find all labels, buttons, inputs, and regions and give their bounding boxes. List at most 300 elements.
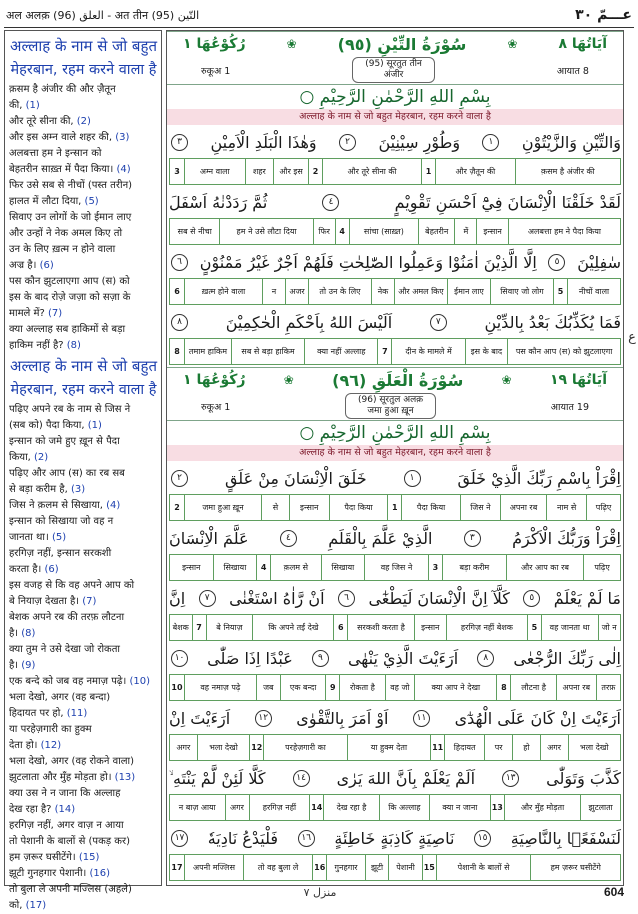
surah-name-arabic: سُوْرَةُ الْعَلَقِ (٩٦) bbox=[332, 370, 464, 390]
word-meaning-grid bbox=[169, 494, 621, 521]
ayah-end-marker: ١٧ bbox=[171, 830, 188, 847]
ayah-end-marker: ٥ bbox=[523, 590, 540, 607]
translation-line: और इस अम्न वाले शहर की, (3) bbox=[9, 132, 130, 143]
translation-line: की, (1) bbox=[9, 100, 40, 111]
verse-number: (8) bbox=[66, 340, 81, 351]
word-meaning-cell: हरगिज़ नहीं बेशक bbox=[446, 615, 527, 640]
word-meaning-cell: इन्सान bbox=[476, 219, 507, 244]
arabic-verse-text: اَنْ رَّاٰهُ اسْتَغْنٰى bbox=[229, 589, 325, 608]
word-meaning-cell: जमा हुआ ख़ून bbox=[184, 495, 261, 520]
verse-number: (14) bbox=[54, 804, 76, 815]
translation-line: हाकिम नहीं है? (8) bbox=[9, 340, 81, 351]
translation-line: सिवाए उन लोगों के जो ईमान लाए bbox=[9, 212, 132, 223]
translation-line: पस कौन झुटलाएगा आप (स) को bbox=[9, 276, 130, 287]
surah-info-row bbox=[167, 56, 623, 84]
arabic-line bbox=[169, 583, 621, 614]
flower-ornament-icon bbox=[287, 36, 297, 52]
word-meaning-cell: रोकता है bbox=[339, 675, 384, 700]
word-meaning-cell: बेशक bbox=[172, 622, 189, 632]
translation-line: हिदायत पर हो, (11) bbox=[9, 708, 88, 719]
verse-row bbox=[167, 703, 623, 763]
translation-line: इन्सान को जमे हुए ख़ून से पैदा bbox=[9, 436, 120, 447]
translation-line: किया, (2) bbox=[9, 452, 49, 463]
arabic-verse-text: اَرَءَيْتَ اِنْ كَانَ عَلَى الْهُدٰٓى bbox=[454, 709, 621, 728]
word-meaning-cell: हिदायत bbox=[444, 735, 484, 760]
arabic-line bbox=[169, 703, 621, 734]
arabic-verse-text: اِقْرَاْ بِاسْمِ رَبِّكَ الَّذِيْ خَلَقَ bbox=[457, 469, 621, 488]
word-meaning-cell: अपना रब bbox=[556, 675, 596, 700]
verse-number-cell: 3 bbox=[174, 166, 180, 176]
word-meaning-cell: परहेज़गारी का bbox=[263, 735, 346, 760]
verse-number-cell: 1 bbox=[387, 495, 401, 520]
manzil-label: منزل ٧ bbox=[303, 886, 337, 899]
verse-number-cell: 6 bbox=[333, 615, 347, 640]
word-meaning-cell: अलबत्ता हम ने पैदा किया bbox=[508, 219, 620, 244]
arabic-line bbox=[169, 763, 621, 794]
page-number: 604 bbox=[603, 885, 624, 899]
basmala-translation: अल्लाह के नाम से जो बहुत मेहरबान, रहम करने वाला है bbox=[167, 109, 623, 125]
ayah-end-marker: ٧ bbox=[199, 590, 216, 607]
verse-row bbox=[167, 307, 623, 367]
ayah-end-marker: ١٠ bbox=[171, 650, 188, 667]
word-meaning-cell: गुनहगार bbox=[326, 855, 365, 880]
arabic-verse-text: سٰفِلِيْنَ bbox=[577, 253, 621, 272]
word-meaning-cell: जब bbox=[256, 675, 280, 700]
translation-line: हम ज़रूर घसीटेंगे। (15) bbox=[9, 852, 100, 863]
arabic-verse-text: اَلَمْ يَعْلَمْ بِاَنَّ اللهَ يَرٰى bbox=[336, 769, 476, 788]
translation-line: बेहतरीन साख़्त में पैदा किया। (4) bbox=[9, 164, 131, 175]
translation-line: है। (8) bbox=[9, 628, 36, 639]
ayah-end-marker: ٧ bbox=[430, 314, 447, 331]
ayah-end-marker: ٤ bbox=[280, 530, 297, 547]
header-rule bbox=[4, 27, 634, 28]
arabic-line bbox=[169, 187, 621, 218]
word-meaning-grid bbox=[169, 554, 621, 581]
arabic-line bbox=[169, 247, 621, 278]
word-meaning-cell: क्या नहीं अल्लाह bbox=[304, 339, 377, 364]
ayah-end-marker: ٤ bbox=[322, 194, 339, 211]
word-meaning-cell: नीचों वाला bbox=[567, 279, 620, 304]
word-meaning-cell: इस के बाद bbox=[465, 339, 508, 364]
verse-number-cell: 3 bbox=[428, 555, 442, 580]
word-meaning-cell: दीन के मामले में bbox=[391, 339, 464, 364]
translation-line: या परहेज़गारी का हुक्म bbox=[9, 724, 92, 735]
verse-number-cell: 15 bbox=[422, 855, 436, 880]
translation-line: और उन्हों ने नेक अमल किए तो bbox=[9, 228, 123, 239]
word-meaning-grid bbox=[169, 674, 621, 701]
arabic-verse-text: اِنَّ bbox=[169, 589, 186, 608]
word-meaning-cell: ख़त्म होने वाला bbox=[184, 279, 262, 304]
word-meaning-grid bbox=[169, 278, 621, 305]
translation-line: उन के लिए ख़त्म न होने वाला bbox=[9, 244, 116, 255]
verse-number: (7) bbox=[47, 308, 63, 319]
arabic-verse-text: وَهٰذَا الْبَلَدِ الْاَمِيْنِ bbox=[210, 133, 317, 152]
ayah-end-marker: ١١ bbox=[413, 710, 430, 727]
arabic-verse-text: وَطُوْرِ سِيْنِيْنَ bbox=[378, 133, 461, 152]
word-meaning-cell: बे नियाज़ bbox=[206, 615, 253, 640]
word-meaning-cell: और इस bbox=[273, 159, 308, 184]
word-meaning-cell: अगर bbox=[176, 742, 191, 752]
arabic-verse-text: عَبْدًا اِذَا صَلّٰى bbox=[207, 649, 293, 668]
verse-number-cell: 2 bbox=[174, 502, 180, 512]
translation-basmala-line: मेहरबान, रहम करने वाला है bbox=[10, 62, 157, 78]
ayah-end-marker: ٢ bbox=[339, 134, 356, 151]
ayah-end-marker: ٨ bbox=[171, 314, 188, 331]
ayah-end-marker: ٨ bbox=[477, 650, 494, 667]
translation-line: इस वजह से कि वह अपने आप को bbox=[9, 580, 135, 591]
verse-number: (10) bbox=[129, 676, 151, 687]
word-meaning-cell: फिर bbox=[313, 219, 335, 244]
translation-line: क्या उस ने न जाना कि अल्लाह bbox=[9, 788, 121, 799]
verse-number-cell: 8 bbox=[174, 346, 180, 356]
word-meaning-cell: या हुक्म देता bbox=[347, 735, 430, 760]
verse-number: (2) bbox=[34, 452, 49, 463]
verse-number-cell: 6 bbox=[174, 286, 180, 296]
verse-number: (1) bbox=[25, 100, 40, 111]
translation-line: एक बन्दे को जब वह नमाज़ पढ़े। (10) bbox=[9, 676, 151, 687]
surah-header bbox=[167, 31, 623, 85]
surah-title-row bbox=[167, 32, 623, 56]
surah-name-box bbox=[352, 57, 435, 83]
word-meaning-cell: सिखाया bbox=[213, 555, 257, 580]
ruku-marker: ع bbox=[628, 330, 636, 345]
word-meaning-cell: अजर bbox=[285, 279, 308, 304]
word-meaning-cell: देख रहा है bbox=[323, 795, 379, 820]
word-meaning-cell: पैदा किया bbox=[401, 495, 460, 520]
verse-row bbox=[167, 463, 623, 523]
arabic-line bbox=[169, 823, 621, 854]
translation-line: बेशक अपने रब की तरफ़ लौटना bbox=[9, 612, 125, 623]
word-meaning-cell: और आप का रब bbox=[506, 555, 583, 580]
verse-number-cell: 5 bbox=[553, 279, 567, 304]
word-meaning-grid bbox=[169, 614, 621, 641]
basmala-arabic: بِسْمِ اللهِ الرَّحْمٰنِ الرَّحِيْمِ ○ bbox=[299, 423, 491, 443]
surah-header bbox=[167, 367, 623, 421]
ayah-end-marker: ١ bbox=[404, 470, 421, 487]
verse-number: (8) bbox=[21, 628, 36, 639]
arabic-line bbox=[169, 523, 621, 554]
translation-line: और तूरे सीना की, (2) bbox=[9, 116, 91, 127]
word-meaning-grid bbox=[169, 158, 621, 185]
word-meaning-grid bbox=[169, 218, 621, 245]
word-meaning-cell: से bbox=[261, 495, 289, 520]
verse-row bbox=[167, 127, 623, 187]
verse-row bbox=[167, 187, 623, 247]
translation-line: क्या तुम ने उसे देखा जो रोकता bbox=[9, 644, 121, 655]
verse-number-cell: 8 bbox=[496, 675, 510, 700]
word-meaning-cell: वह जानता था bbox=[541, 615, 598, 640]
translation-line: को, (17) bbox=[9, 900, 47, 911]
translation-line: अज्र है। (6) bbox=[9, 260, 54, 271]
word-meaning-cell: और तूरे सीना की bbox=[322, 159, 421, 184]
word-meaning-cell: वह नमाज़ पढ़े bbox=[184, 675, 256, 700]
ruku-count-arabic: رُكُوْعُهَا ١ bbox=[183, 36, 246, 52]
verse-number: (6) bbox=[44, 564, 59, 575]
page-header bbox=[6, 5, 632, 25]
translation-line: भला देखो, अगर (वह बन्दा) bbox=[9, 692, 111, 703]
arabic-verse-text: كَلَّا لَئِنْ لَّمْ يَنْتَهِ ۙ bbox=[169, 768, 266, 788]
ayah-end-marker: ٩ bbox=[312, 650, 329, 667]
verse-number: (4) bbox=[106, 500, 121, 511]
word-meaning-cell: पर bbox=[484, 735, 512, 760]
translation-line: पढ़िए अपने रब के नाम से जिस ने bbox=[9, 404, 131, 415]
word-meaning-grid bbox=[169, 338, 621, 365]
verse-number-cell: 4 bbox=[256, 555, 270, 580]
verse-number: (16) bbox=[89, 868, 111, 879]
verse-row bbox=[167, 247, 623, 307]
arabic-verse-text: اِلٰى رَبِّكَ الرُّجْعٰى bbox=[513, 649, 621, 668]
word-meaning-cell: सब से बड़ा हाकिम bbox=[231, 339, 304, 364]
word-meaning-cell: क़सम है अंजीर की bbox=[515, 159, 620, 184]
verse-number-cell: 7 bbox=[192, 615, 206, 640]
surah-name-meaning: अंजीर bbox=[383, 70, 404, 80]
word-meaning-cell: में bbox=[454, 219, 476, 244]
ayah-end-marker: ١٣ bbox=[502, 770, 519, 787]
word-meaning-cell: हो bbox=[512, 735, 540, 760]
word-meaning-cell: ईमान लाए bbox=[447, 279, 490, 304]
para-title: عـــمّ ٣٠ bbox=[575, 7, 632, 23]
translation-column bbox=[4, 30, 162, 911]
arabic-verse-text: اِقْرَاْ وَرَبُّكَ الْاَكْرَمُ bbox=[512, 529, 621, 548]
translation-basmala-line: अल्लाह के नाम से जो बहुत bbox=[9, 37, 158, 55]
word-meaning-cell: और ज़ैतून की bbox=[435, 159, 515, 184]
verse-number: (5) bbox=[51, 532, 67, 543]
translation-line: करता है। (6) bbox=[9, 564, 59, 575]
word-meaning-grid bbox=[169, 854, 621, 881]
verse-number: (11) bbox=[66, 708, 88, 719]
translation-line: मामले में? (7) bbox=[9, 308, 63, 319]
word-meaning-cell: इन्सान bbox=[289, 495, 329, 520]
word-meaning-cell: भला देखो bbox=[197, 735, 250, 760]
word-meaning-cell: बड़ा करीम bbox=[442, 555, 506, 580]
word-meaning-grid bbox=[169, 734, 621, 761]
ayat-count-label: आयात 8 bbox=[556, 65, 589, 77]
verse-number: (6) bbox=[39, 260, 54, 271]
verse-number: (9) bbox=[21, 660, 36, 671]
arabic-verse-text: لَقَدْ خَلَقْنَا الْاِنْسَانَ فِيْٓ اَحْسَنِ تَقْوِيْمٍ bbox=[394, 193, 621, 212]
translation-line: है। (9) bbox=[9, 660, 36, 671]
word-meaning-cell: शहर bbox=[245, 159, 274, 184]
translation-basmala-line: मेहरबान, रहम करने वाला है bbox=[10, 382, 157, 398]
flower-ornament-icon bbox=[507, 36, 517, 52]
verse-number: (2) bbox=[76, 116, 91, 127]
translation-line: हरगिज़ नहीं, अगर वाज़ न आया bbox=[9, 820, 124, 831]
translation-line: जिस ने क़लम से सिखाया, (4) bbox=[9, 500, 121, 511]
word-meaning-cell: अगर bbox=[540, 735, 568, 760]
ayat-count-arabic: آيَاتُهَا ١٩ bbox=[549, 372, 607, 388]
ayah-end-marker: ٣ bbox=[464, 530, 481, 547]
ayat-count-arabic: آيَاتُهَا ٨ bbox=[558, 36, 607, 52]
verse-number: (4) bbox=[116, 164, 131, 175]
arabic-line bbox=[169, 463, 621, 494]
word-meaning-cell: कि अल्लाह bbox=[379, 795, 429, 820]
word-meaning-cell: पस कौन आप (स) को झुटलाएगा bbox=[507, 339, 620, 364]
arabic-verse-text: لَنَسْفَعًۢا بِالنَّاصِيَةِ bbox=[510, 829, 621, 848]
word-meaning-cell: अगर bbox=[225, 795, 249, 820]
verse-number-cell: 10 bbox=[171, 682, 183, 692]
verse-number: (1) bbox=[87, 420, 102, 431]
arabic-verse-text: فَلْيَدْعُ نَادِيَهٗ bbox=[207, 829, 279, 848]
surah-name-meaning: जमा हुआ ख़ून bbox=[367, 406, 414, 416]
word-meaning-grid bbox=[169, 794, 621, 821]
arabic-verse-text: كَلَّآ اِنَّ الْاِنْسَانَ لَيَطْغٰٓى bbox=[368, 589, 510, 608]
word-meaning-cell: वह जिस ने bbox=[364, 555, 428, 580]
translation-line: अलबत्ता हम ने इन्सान को bbox=[9, 148, 102, 159]
word-meaning-cell: क्या आप ने देखा bbox=[414, 675, 496, 700]
word-meaning-cell: जो न bbox=[598, 615, 621, 640]
word-meaning-cell: झूटी bbox=[365, 855, 388, 880]
translation-basmala-line: अल्लाह के नाम से जो बहुत bbox=[9, 357, 158, 375]
ayah-end-marker: ١ bbox=[482, 134, 499, 151]
translation-line: इन्सान को सिखाया जो वह न bbox=[9, 516, 114, 527]
word-meaning-cell: जिस ने bbox=[460, 495, 500, 520]
arabic-verse-text: اَلَيْسَ اللهُ بِاَحْكَمِ الْحٰكِمِيْنَ bbox=[225, 313, 393, 332]
translation-line: जानता था। (5) bbox=[9, 532, 67, 543]
word-meaning-cell: न बाज़ आया bbox=[178, 802, 216, 812]
arabic-line bbox=[169, 307, 621, 338]
word-meaning-cell: सरकशी करता है bbox=[347, 615, 413, 640]
translation-line: बे नियाज़ देखता है। (7) bbox=[9, 596, 97, 607]
verse-number-cell: 7 bbox=[377, 339, 391, 364]
surah-info-row bbox=[167, 392, 623, 420]
verse-number-cell: 12 bbox=[249, 735, 263, 760]
ayah-end-marker: ٦ bbox=[338, 590, 355, 607]
arabic-verse-text: وَالتِّيْنِ وَالزَّيْتُوْنِ bbox=[521, 133, 621, 152]
ayah-end-marker: ١٤ bbox=[293, 770, 310, 787]
verse-number-cell: 9 bbox=[325, 675, 339, 700]
word-meaning-cell: पैदा किया bbox=[329, 495, 388, 520]
word-meaning-cell: झुटलाता bbox=[580, 795, 620, 820]
word-meaning-cell: और अमल किए bbox=[394, 279, 447, 304]
quran-text-panel bbox=[166, 30, 624, 886]
verse-row bbox=[167, 763, 623, 823]
arabic-verse-text: ثُمَّ رَدَدْنٰهُ اَسْفَلَ bbox=[169, 193, 268, 212]
ayah-end-marker: ١٢ bbox=[255, 710, 272, 727]
verse-number-cell: 16 bbox=[312, 855, 326, 880]
word-meaning-cell: तमाम हाकिम bbox=[184, 339, 231, 364]
basmala-arabic: بِسْمِ اللهِ الرَّحْمٰنِ الرَّحِيْمِ ○ bbox=[299, 87, 491, 107]
basmala-translation: अल्लाह के नाम से जो बहुत मेहरबान, रहम करने वाला है bbox=[167, 445, 623, 461]
ruku-count-label: रुकूअ 1 bbox=[201, 401, 231, 413]
word-meaning-cell: अपना रब bbox=[500, 495, 546, 520]
word-meaning-cell: अपनी मज्लिस bbox=[184, 855, 243, 880]
verse-number-cell: 5 bbox=[527, 615, 541, 640]
word-meaning-cell: और मुँह मोड़ता bbox=[504, 795, 581, 820]
word-meaning-cell: न bbox=[262, 279, 285, 304]
surah-name-arabic: سُوْرَةُ التِّيْنِ (٩٥) bbox=[337, 34, 467, 54]
word-meaning-cell: हम ने उसे लौटा दिया bbox=[219, 219, 312, 244]
translation-line: क़सम है अंजीर की और ज़ैतून bbox=[9, 84, 116, 95]
word-meaning-cell: इन्सान bbox=[414, 615, 446, 640]
verse-number: (3) bbox=[115, 132, 130, 143]
surah-name-label: (96) सूरतुल अलक़ bbox=[358, 395, 424, 405]
ayah-end-marker: ٢ bbox=[171, 470, 188, 487]
arabic-verse-text: اَرَءَيْتَ الَّذِيْ يَنْهٰى bbox=[347, 649, 459, 668]
verse-number-cell: 1 bbox=[421, 159, 435, 184]
verse-number-cell: 11 bbox=[430, 735, 444, 760]
translation-line: झुटलाता और मुँह मोड़ता हो। (13) bbox=[9, 772, 136, 783]
word-meaning-cell: लौटना है bbox=[510, 675, 555, 700]
word-meaning-cell: पेशानी bbox=[388, 855, 422, 880]
word-meaning-cell: नेक bbox=[371, 279, 394, 304]
translation-line: फिर उसे सब से नीचों (पस्त तरीन) bbox=[9, 180, 133, 191]
arabic-line bbox=[169, 127, 621, 158]
translation-line: पढ़िए और आप (स) का रब सब bbox=[9, 468, 125, 479]
flower-ornament-icon bbox=[502, 372, 512, 388]
word-meaning-cell: पढ़िए bbox=[586, 495, 620, 520]
word-meaning-cell: सिखाया bbox=[321, 555, 365, 580]
arabic-verse-text: فَمَا يُكَذِّبُكَ بَعْدُ بِالدِّيْنِ bbox=[484, 313, 621, 332]
verse-number-cell: 2 bbox=[308, 159, 322, 184]
verse-number: (7) bbox=[82, 596, 97, 607]
translation-line: तो बुला ले अपनी मज्लिस (अहले) bbox=[9, 884, 132, 895]
word-meaning-cell: इन्सान bbox=[182, 562, 201, 572]
arabic-verse-text: عَلَّمَ الْاِنْسَانَ bbox=[169, 529, 249, 548]
running-title: अल अलक़ (96) العلق - अत तीन (95) التّين bbox=[6, 8, 200, 22]
word-meaning-cell: भला देखो bbox=[568, 735, 621, 760]
verse-number-cell: 17 bbox=[171, 862, 183, 872]
word-meaning-cell: कि अपने तईं देखे bbox=[252, 615, 333, 640]
translation-line: झूटी गुनहगार पेशानी। (16) bbox=[9, 868, 111, 879]
translation-line: से बड़ा करीम है, (3) bbox=[9, 484, 86, 495]
ruku-count-label: रुकूअ 1 bbox=[201, 65, 231, 77]
ayah-end-marker: ٥ bbox=[548, 254, 565, 271]
word-meaning-cell: हरगिज़ नहीं bbox=[249, 795, 310, 820]
word-meaning-cell: पढ़िए bbox=[583, 555, 620, 580]
word-meaning-cell: तरफ़ bbox=[596, 675, 620, 700]
arabic-verse-text: كَذَّبَ وَتَوَلّٰى bbox=[546, 769, 621, 788]
arabic-verse-text: الَّذِيْ عَلَّمَ بِالْقَلَمِ bbox=[328, 529, 433, 548]
translation-line: क्या अल्लाह सब हाकिमों से बड़ा bbox=[9, 324, 126, 335]
arabic-verse-text: اِلَّا الَّذِيْنَ اٰمَنُوْا وَعَمِلُوا الصّٰلِحٰتِ فَلَهُمْ اَجْرٌ غَيْرُ مَمْنُوْنٍ bbox=[199, 253, 537, 272]
word-meaning-cell: पेशानी के बालों से bbox=[436, 855, 531, 880]
word-meaning-cell: तो उन के लिए bbox=[308, 279, 371, 304]
word-meaning-cell: एक बन्दा bbox=[280, 675, 325, 700]
verse-row bbox=[167, 583, 623, 643]
word-meaning-cell: बेहतरीन bbox=[418, 219, 454, 244]
word-meaning-cell: नाम से bbox=[546, 495, 586, 520]
verse-row bbox=[167, 643, 623, 703]
ayah-end-marker: ١٥ bbox=[474, 830, 491, 847]
surah-name-label: (95) सूरतुत तीन bbox=[365, 59, 422, 69]
word-meaning-cell: सिवाए जो लोग bbox=[490, 279, 553, 304]
word-meaning-cell: तो वह बुला ले bbox=[243, 855, 312, 880]
surah-title-row bbox=[167, 368, 623, 392]
word-meaning-cell: क्या न जाना bbox=[429, 795, 490, 820]
verse-number-cell: 13 bbox=[490, 795, 504, 820]
translation-line: हरगिज़ नहीं, इन्सान सरकशी bbox=[9, 548, 112, 559]
word-meaning-cell: सब से नीचा bbox=[177, 226, 212, 236]
arabic-verse-text: اَوْ اَمَرَ بِالتَّقْوٰى bbox=[296, 709, 389, 728]
ayah-end-marker: ١٦ bbox=[298, 830, 315, 847]
verse-number-cell: 14 bbox=[309, 795, 323, 820]
translation-line: इस के बाद रोज़े जज़ा को सज़ा के bbox=[9, 292, 131, 303]
word-meaning-cell: वह जो bbox=[385, 675, 414, 700]
translation-line: (सब को) पैदा किया, (1) bbox=[9, 420, 102, 431]
arabic-line bbox=[169, 643, 621, 674]
translation-line: तो पेशानी के बालों से (पकड़ कर) bbox=[9, 836, 130, 847]
word-meaning-cell: सांचा (साख़्त) bbox=[349, 219, 418, 244]
arabic-verse-text: اَرَءَيْتَ اِنْ bbox=[169, 709, 231, 728]
translation-line: भला देखो, अगर (वह रोकने वाला) bbox=[9, 756, 135, 767]
translation-line: देख रहा है? (14) bbox=[9, 804, 76, 815]
verse-number: (13) bbox=[114, 772, 136, 783]
translation-line: हालत में लौटा दिया, (5) bbox=[9, 196, 99, 207]
verse-number: (5) bbox=[84, 196, 99, 207]
arabic-verse-text: مَا لَمْ يَعْلَمْ bbox=[553, 589, 621, 608]
arabic-verse-text: خَلَقَ الْاِنْسَانَ مِنْ عَلَقٍ bbox=[224, 469, 367, 488]
verse-number: (3) bbox=[70, 484, 86, 495]
